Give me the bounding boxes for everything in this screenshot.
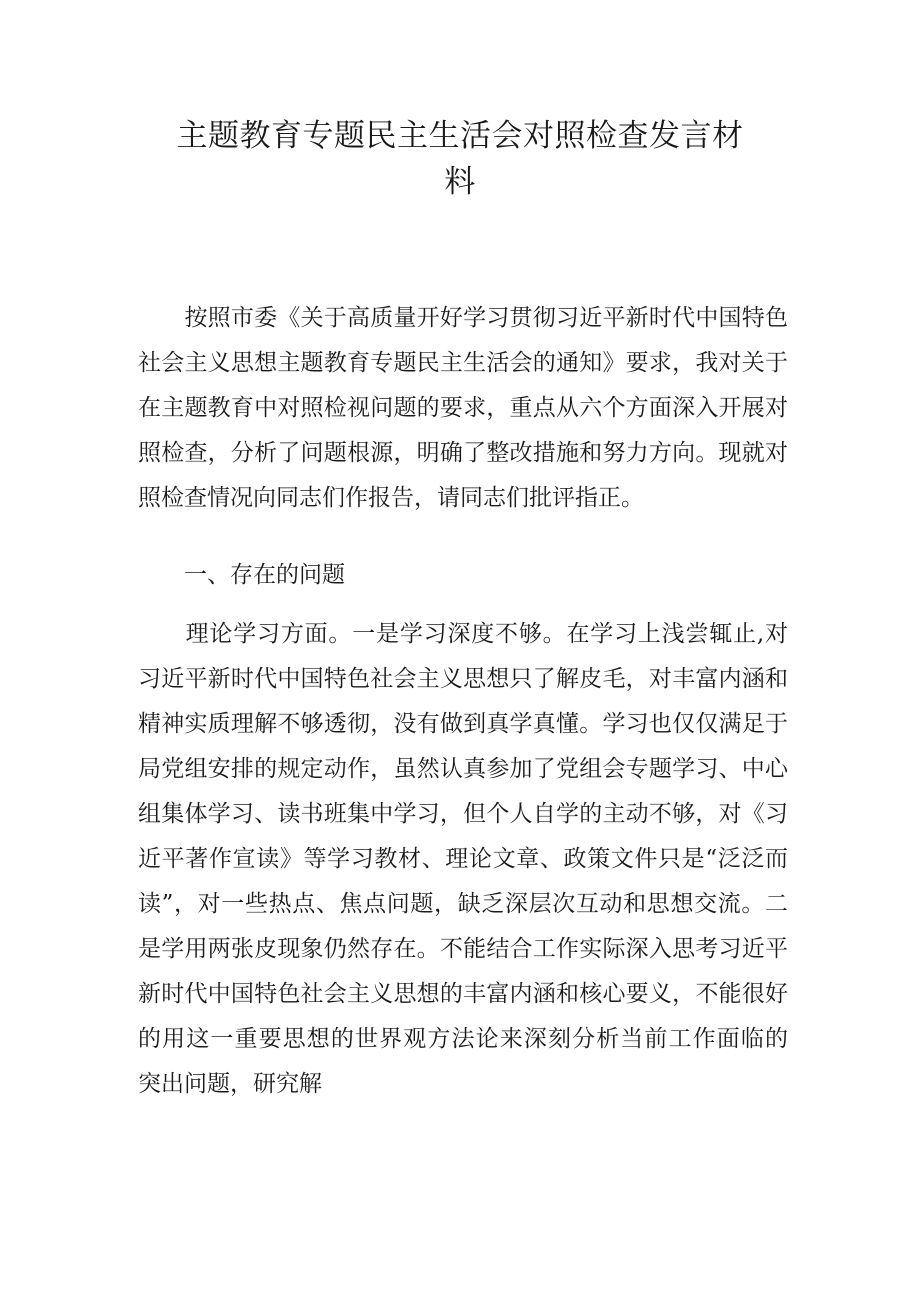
paragraph-line: 近平著作宣读》等学习教材、理论文章、政策文件只是“泛泛而	[138, 846, 788, 872]
section-heading-text: 一、存在的问题	[138, 562, 345, 588]
paragraph-line: 新时代中国特色社会主义思想的丰富内涵和核心要义，不能很好	[138, 981, 788, 1007]
paragraph-line: 局党组安排的规定动作，虽然认真参加了党组会专题学习、中心	[138, 756, 788, 782]
intro-paragraph	[138, 296, 788, 521]
paragraph-line: 照检查情况向同志们作报告，请同志们批评指正。	[138, 485, 644, 511]
paragraph-line: 按照市委《关于高质量开好学习贯彻习近平新时代中国特色	[138, 305, 788, 331]
title-line: 料	[444, 164, 476, 200]
paragraph-line: 精神实质理解不够透彻，没有做到真学真懂。学习也仅仅满足于	[138, 711, 788, 737]
paragraph-line: 习近平新时代中国特色社会主义思想只了解皮毛，对丰富内涵和	[138, 666, 788, 692]
title-line: 主题教育专题民主生活会对照检查发言材	[176, 118, 744, 154]
paragraph-line: 照检查，分析了问题根源，明确了整改措施和努力方向。现就对	[138, 440, 788, 466]
paragraph-line: 在主题教育中对照检视问题的要求，重点从六个方面深入开展对	[138, 395, 788, 421]
document-title	[160, 113, 760, 205]
paragraph-line: 突出问题，研究解	[138, 1071, 322, 1097]
paragraph-line: 理论学习方面。一是学习深度不够。在学习上浅尝辄止,对	[138, 621, 788, 647]
paragraph-line: 社会主义思想主题教育专题民主生活会的通知》要求，我对关于	[138, 350, 788, 376]
section-paragraph	[138, 612, 788, 1107]
paragraph-line: 组集体学习、读书班集中学习，但个人自学的主动不够，对《习	[138, 801, 788, 827]
section-heading	[138, 553, 788, 598]
paragraph-line: 读”，对一些热点、焦点问题，缺乏深层次互动和思想交流。二	[138, 891, 788, 917]
paragraph-line: 是学用两张皮现象仍然存在。不能结合工作实际深入思考习近平	[138, 936, 788, 962]
paragraph-line: 的用这一重要思想的世界观方法论来深刻分析当前工作面临的	[138, 1026, 788, 1052]
